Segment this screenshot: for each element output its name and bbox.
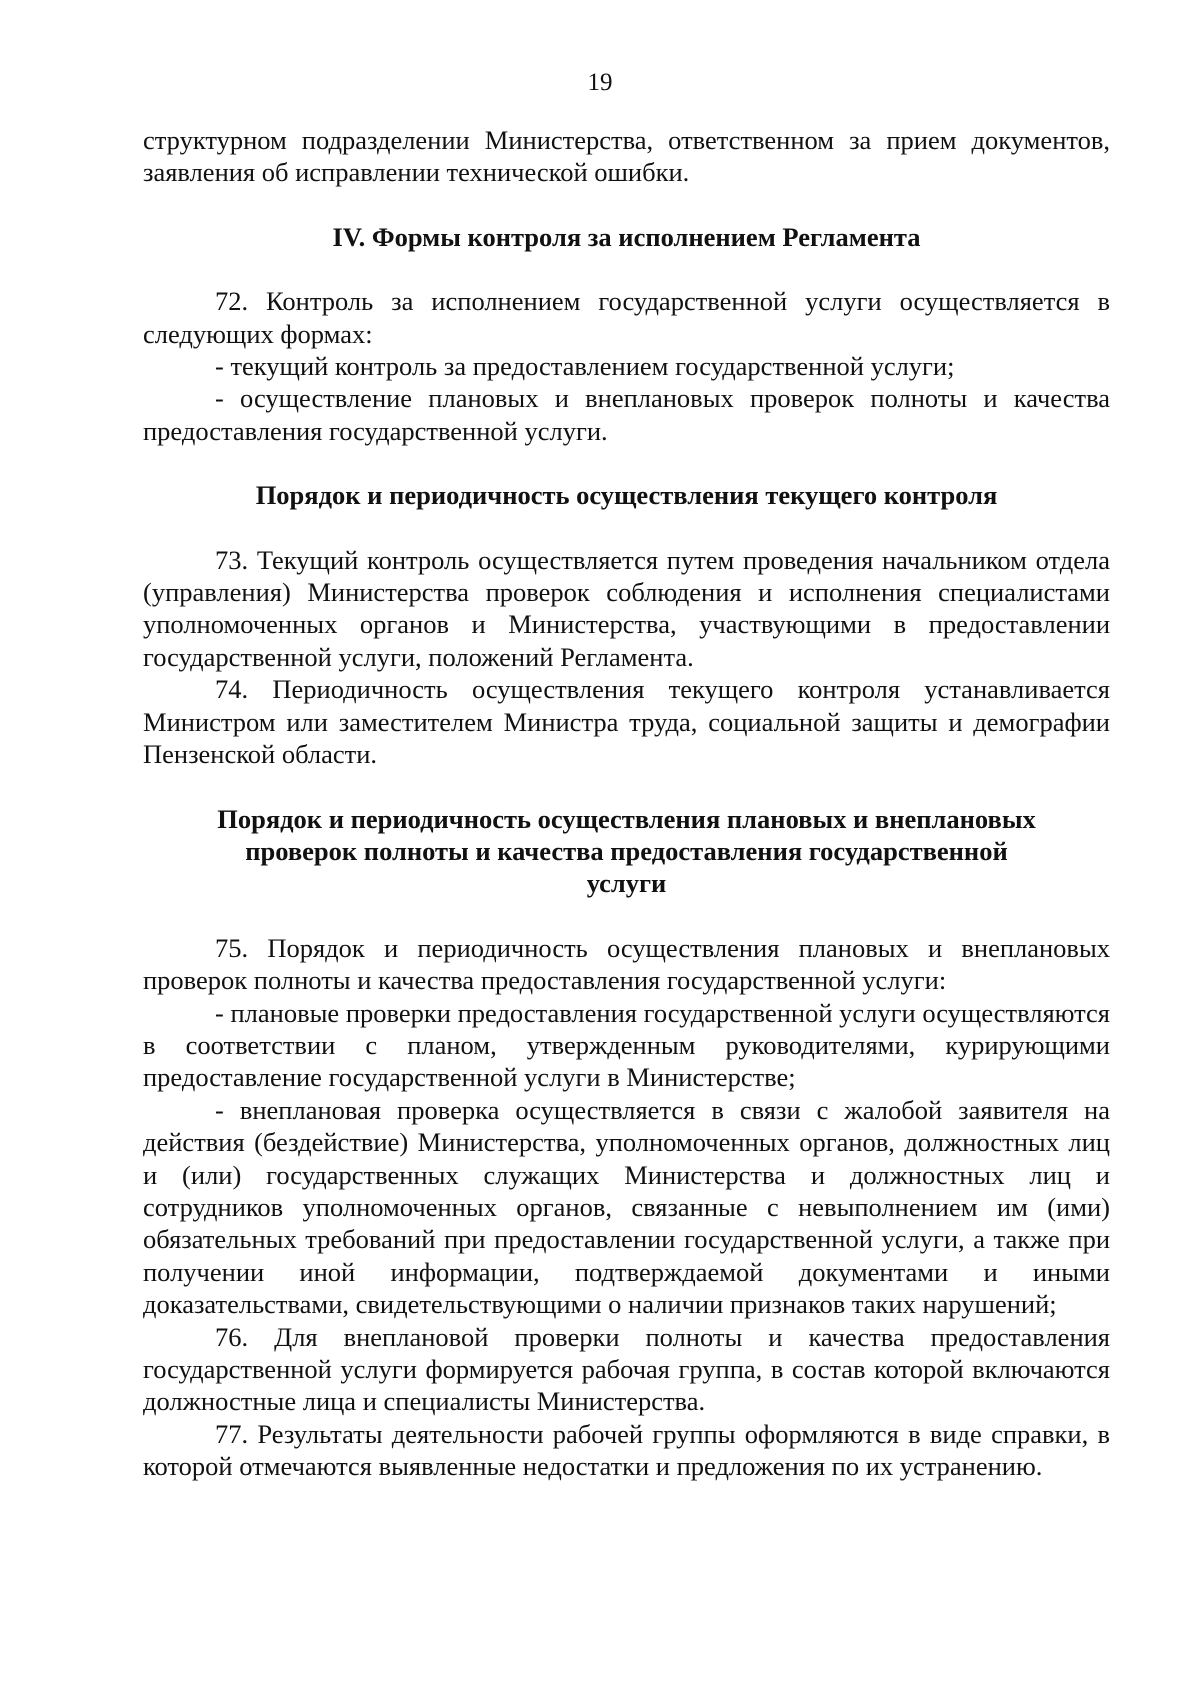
planned-checks-heading (143, 803, 1110, 900)
paragraph-75: 75. Порядок и периодичность осуществления плановых и внеплановых проверок полноты и качества предоставления государственной услуги: (143, 932, 1110, 996)
paragraph-72: 72. Контроль за исполнением государственной услуги осуществляется в следующих формах: (143, 286, 1110, 349)
planned-checks-heading-line-3: услуги (586, 868, 667, 899)
current-control-heading: Порядок и периодичность осуществления текущего контроля (255, 480, 998, 511)
spacer (143, 771, 1110, 803)
paragraph-73: 73. Текущий контроль осуществляется путем проведения начальником отдела (управления) Министерства проверок соблюдения и исполнения специалистами уполномоченных органов и Министерства, участвующими в предоставлении государственной услуги, положений Регламента. (143, 544, 1110, 672)
section-iv-heading: IV. Формы контроля за исполнением Регламента (332, 221, 921, 252)
page-number: 19 (587, 69, 613, 96)
planned-checks-heading-line-1: Порядок и периодичность осуществления плановых и внеплановых (217, 803, 1036, 834)
paragraph-77: 77. Результаты деятельности рабочей группы оформляются в виде справки, в которой отмечаются выявленные недостатки и предложения по их устранению. (143, 1418, 1110, 1482)
paragraph-72-item-1: - текущий контроль за предоставлением государственной услуги; (215, 351, 955, 382)
spacer (143, 447, 1110, 479)
paragraph-75-item-2: - внеплановая проверка осуществляется в связи с жалобой заявителя на действия (бездействие) Министерства, уполномоченных органов, должностных лиц и (или) государственных служащих Министерства и должностных лиц и сотрудников уполномоченных органов, связанные с невыполнением им (ими) обязательных требований при предоставлении государственной услуги, а также при получении иной информации, подтверждаемой документами и иными доказательствами, свидетельствующими о наличии признаков таких нарушений; (143, 1094, 1110, 1320)
paragraph-72-item-2: - осуществление плановых и внеплановых проверок полноты и качества предоставления государственной услуги. (143, 383, 1110, 446)
spacer (143, 253, 1110, 285)
document-body (143, 124, 1110, 1483)
spacer (143, 512, 1110, 544)
paragraph-74: 74. Периодичность осуществления текущего контроля устанавливается Министром или заместителем Министра труда, социальной защиты и демографии Пензенской области. (143, 674, 1110, 770)
continuation-paragraph: структурном подразделении Министерства, ответственном за прием документов, заявления об исправлении технической ошибки. (143, 125, 1110, 188)
paragraph-76: 76. Для внеплановой проверки полноты и качества предоставления государственной услуги формируется рабочая группа, в состав которой включаются должностные лица и специалисты Министерства. (143, 1321, 1110, 1417)
spacer (143, 900, 1110, 932)
planned-checks-heading-line-2: проверок полноты и качества предоставления государственной (245, 835, 1008, 866)
spacer (143, 189, 1110, 221)
paragraph-75-item-1: - плановые проверки предоставления государственной услуги осуществляются в соответствии с планом, утвержденным руководителями, курирующими предоставление государственной услуги в Министерстве; (143, 997, 1110, 1093)
